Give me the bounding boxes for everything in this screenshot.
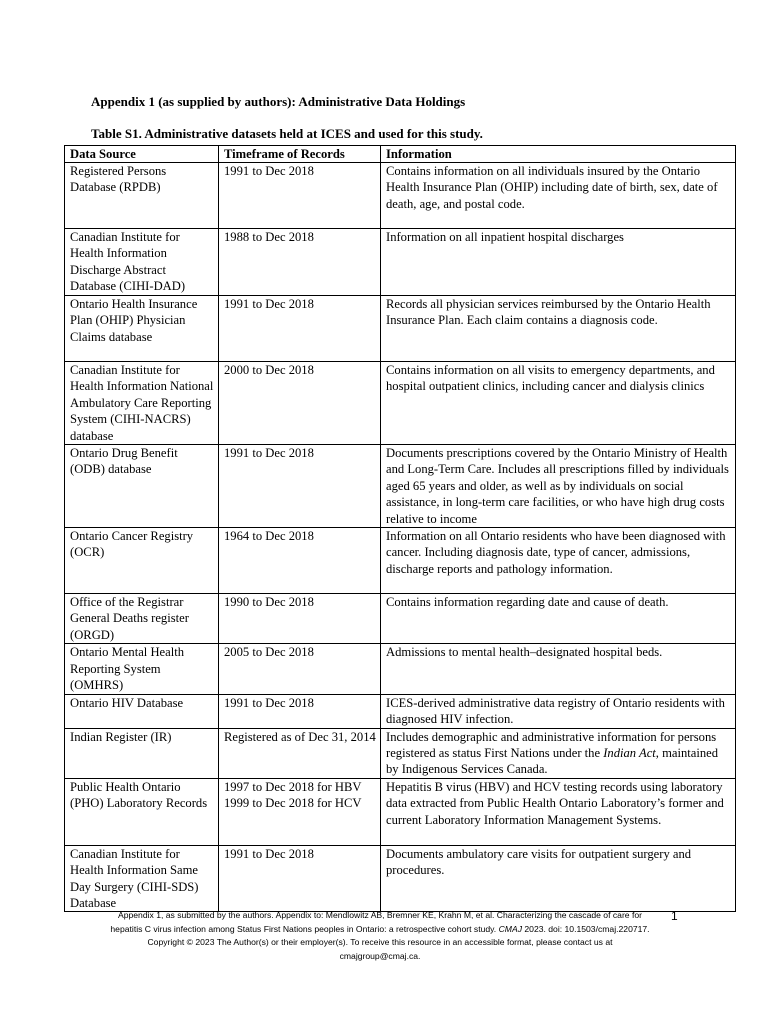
datasets-table <box>64 145 736 912</box>
footer-citation-text: hepatitis C virus infection among Status First Nations peoples in Ontario: a retrospective cohort study. <box>110 923 499 934</box>
timeframe-hbv: 1997 to Dec 2018 for HBV <box>224 779 362 794</box>
table-row <box>65 445 736 528</box>
table-row <box>65 728 736 778</box>
cell-timeframe: 1991 to Dec 2018 <box>219 694 381 728</box>
journal-name: CMAJ <box>498 923 522 934</box>
footer-citation-line: Appendix 1, as submitted by the authors. Appendix to: Mendlowitz AB, Bremner KE, Krahn M, et al. Characterizing the cascade of care for <box>117 910 643 920</box>
information-text: Includes demographic and administrative information for persons registered as status First Nations under the <box>386 729 717 760</box>
header-timeframe: Timeframe of Records <box>219 146 381 163</box>
cell-information: Admissions to mental health–designated hospital beds. <box>381 644 736 694</box>
cell-timeframe <box>219 778 381 845</box>
cell-timeframe: 1991 to Dec 2018 <box>219 163 381 229</box>
table-row <box>65 528 736 594</box>
timeframe-hcv: 1999 to Dec 2018 for HCV <box>224 796 362 811</box>
cell-source: Ontario Cancer Registry (OCR) <box>65 528 219 594</box>
cell-source: Canadian Institute for Health Information Same Day Surgery (CIHI-SDS) Database <box>65 845 219 912</box>
cell-timeframe: Registered as of Dec 31, 2014 <box>219 728 381 778</box>
page-footer <box>80 909 680 963</box>
cell-source: Ontario Mental Health Reporting System (OMHRS) <box>65 644 219 694</box>
cell-source: Indian Register (IR) <box>65 728 219 778</box>
table-caption: Table S1. Administrative datasets held at ICES and used for this study. <box>91 126 483 141</box>
cell-information: Documents ambulatory care visits for outpatient surgery and procedures. <box>381 845 736 912</box>
cell-source: Canadian Institute for Health Information National Ambulatory Care Reporting System (CIHI-NACRS) database <box>65 362 219 445</box>
cell-information: Hepatitis B virus (HBV) and HCV testing records using laboratory data extracted from Public Health Ontario Laboratory’s former and current Laboratory Information Management Systems. <box>381 778 736 845</box>
cell-information: Information on all inpatient hospital discharges <box>381 229 736 296</box>
cell-source: Canadian Institute for Health Information Discharge Abstract Database (CIHI-DAD) <box>65 229 219 296</box>
cell-source: Public Health Ontario (PHO) Laboratory Records <box>65 778 219 845</box>
footer-contact-email: cmajgroup@cmaj.ca. <box>339 950 421 961</box>
table-row <box>65 594 736 644</box>
page-number: 1 <box>671 909 678 923</box>
footer-citation-line <box>80 923 680 937</box>
table-row <box>65 296 736 362</box>
table-row <box>65 163 736 229</box>
cell-information: ICES-derived administrative data registry of Ontario residents with diagnosed HIV infection. <box>381 694 736 728</box>
information-text: , maintained by Indigenous Services Canada. <box>386 745 719 777</box>
header-information: Information <box>381 146 736 163</box>
table-row <box>65 229 736 296</box>
cell-source: Office of the Registrar General Deaths register (ORGD) <box>65 594 219 644</box>
table-row <box>65 362 736 445</box>
cell-source: Ontario HIV Database <box>65 694 219 728</box>
table-row <box>65 644 736 694</box>
cell-information: Contains information on all visits to emergency departments, and hospital outpatient clinics, including cancer and dialysis clinics <box>381 362 736 445</box>
cell-information: Records all physician services reimbursed by the Ontario Health Insurance Plan. Each claim contains a diagnosis code. <box>381 296 736 362</box>
cell-information: Contains information regarding date and cause of death. <box>381 594 736 644</box>
cell-timeframe: 1991 to Dec 2018 <box>219 445 381 528</box>
cell-timeframe: 1991 to Dec 2018 <box>219 296 381 362</box>
table-header-row <box>65 146 736 163</box>
cell-information <box>381 728 736 778</box>
cell-timeframe: 2000 to Dec 2018 <box>219 362 381 445</box>
cell-information: Documents prescriptions covered by the Ontario Ministry of Health and Long-Term Care. Includes all prescriptions filled by individuals aged 65 years and older, as well as by individuals on social assistance, in long-term care facilities, or who have high drug costs relative to income <box>381 445 736 528</box>
cell-timeframe: 2005 to Dec 2018 <box>219 644 381 694</box>
footer-doi-text: 2023. doi: 10.1503/cmaj.220717. <box>522 923 650 934</box>
header-data-source: Data Source <box>65 146 219 163</box>
cell-source: Ontario Drug Benefit (ODB) database <box>65 445 219 528</box>
cell-source: Registered Persons Database (RPDB) <box>65 163 219 229</box>
footer-copyright-line: Copyright © 2023 The Author(s) or their employer(s). To receive this resource in an accessible format, please contact us at <box>147 937 613 948</box>
cell-timeframe: 1991 to Dec 2018 <box>219 845 381 912</box>
cell-information: Information on all Ontario residents who have been diagnosed with cancer. Including diagnosis date, type of cancer, admissions, discharge reports and pathology information. <box>381 528 736 594</box>
act-name: Indian Act <box>603 745 656 760</box>
appendix-heading: Appendix 1 (as supplied by authors): Administrative Data Holdings <box>91 94 466 109</box>
cell-information: Contains information on all individuals insured by the Ontario Health Insurance Plan (OHIP) including date of birth, sex, date of death, age, and postal code. <box>381 163 736 229</box>
cell-source: Ontario Health Insurance Plan (OHIP) Physician Claims database <box>65 296 219 362</box>
cell-timeframe: 1988 to Dec 2018 <box>219 229 381 296</box>
cell-timeframe: 1990 to Dec 2018 <box>219 594 381 644</box>
table-row <box>65 694 736 728</box>
cell-timeframe: 1964 to Dec 2018 <box>219 528 381 594</box>
table-row <box>65 845 736 912</box>
table-row <box>65 778 736 845</box>
